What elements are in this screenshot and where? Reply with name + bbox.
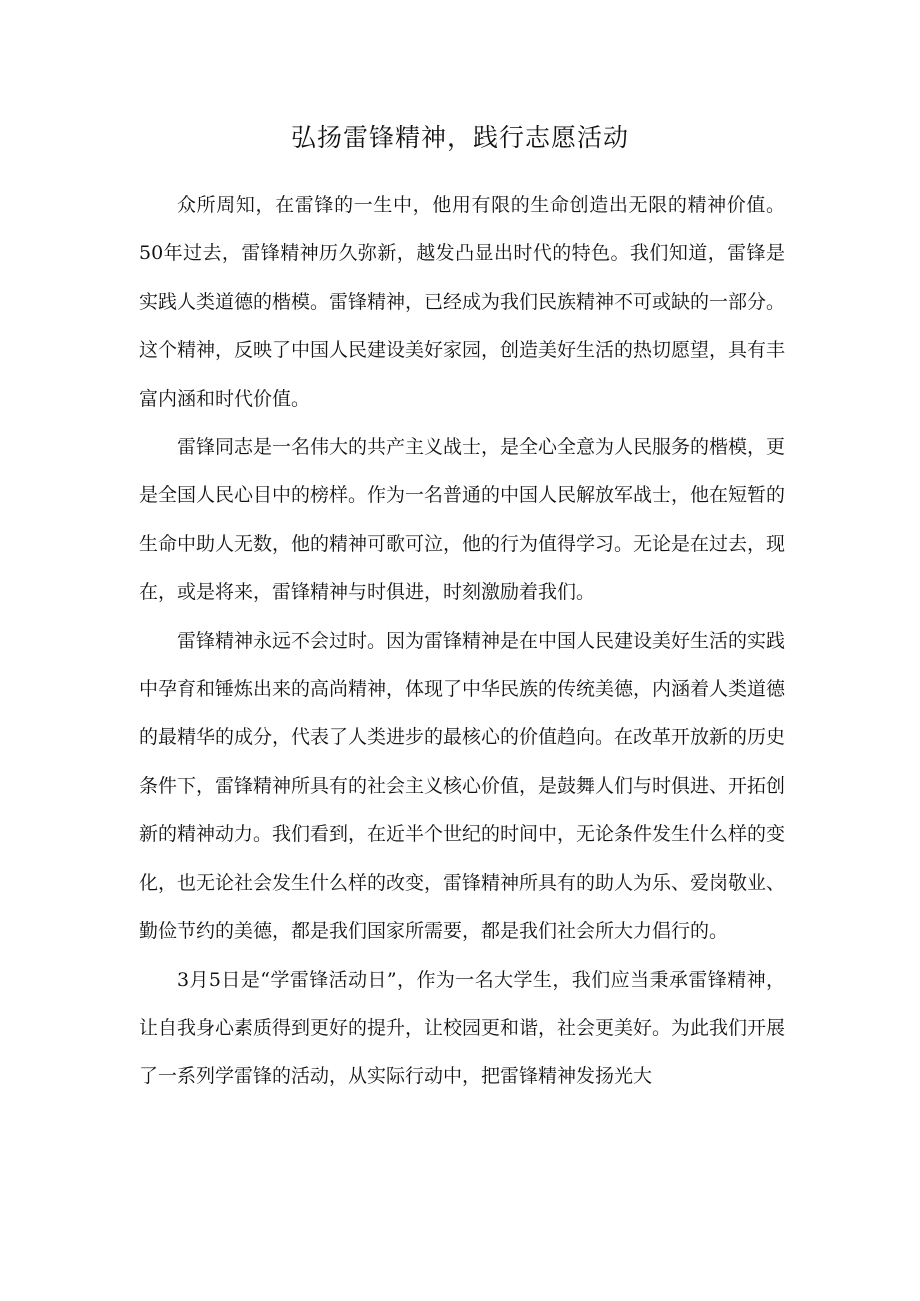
document-body [139,181,785,1101]
paragraph-4: 3月5日是“学雷锋活动日”，作为一名大学生，我们应当秉承雷锋精神，让自我身心素质得到更好的提升，让校园更和谐，社会更美好。为此我们开展了一系列学雷锋的活动，从实际行动中，把雷锋精神发扬光大 [139,968,786,1088]
paragraph-2: 雷锋同志是一名伟大的共产主义战士，是全心全意为人民服务的楷模，更是全国人民心目中的榜样。作为一名普通的中国人民解放军战士，他在短暂的生命中助人无数，他的精神可歌可泣，他的行为值得学习。无论是在过去，现在，或是将来，雷锋精神与时俱进，时刻激励着我们。 [139,436,786,604]
document-title: 弘扬雷锋精神，践行志愿活动 [290,123,629,152]
paragraph-3: 雷锋精神永远不会过时。因为雷锋精神是在中国人民建设美好生活的实践中孕育和锤炼出来的高尚精神，体现了中华民族的传统美德，内涵着人类道德的最精华的成分，代表了人类进步的最核心的价值趋向。在改革开放新的历史条件下，雷锋精神所具有的社会主义核心价值，是鼓舞人们与时俱进、开拓创新的精神动力。我们看到，在近半个世纪的时间中，无论条件发生什么样的变化，也无论社会发生什么样的改变，雷锋精神所具有的助人为乐、爱岗敬业、勤俭节约的美德，都是我们国家所需要，都是我们社会所大力倡行的。 [139,629,786,943]
paragraph-1: 众所周知，在雷锋的一生中，他用有限的生命创造出无限的精神价值。50年过去，雷锋精神历久弥新，越发凸显出时代的特色。我们知道，雷锋是实践人类道德的楷模。雷锋精神，已经成为我们民族精神不可或缺的一部分。这个精神，反映了中国人民建设美好家园，创造美好生活的热切愿望，具有丰富内涵和时代价值。 [139,194,786,410]
